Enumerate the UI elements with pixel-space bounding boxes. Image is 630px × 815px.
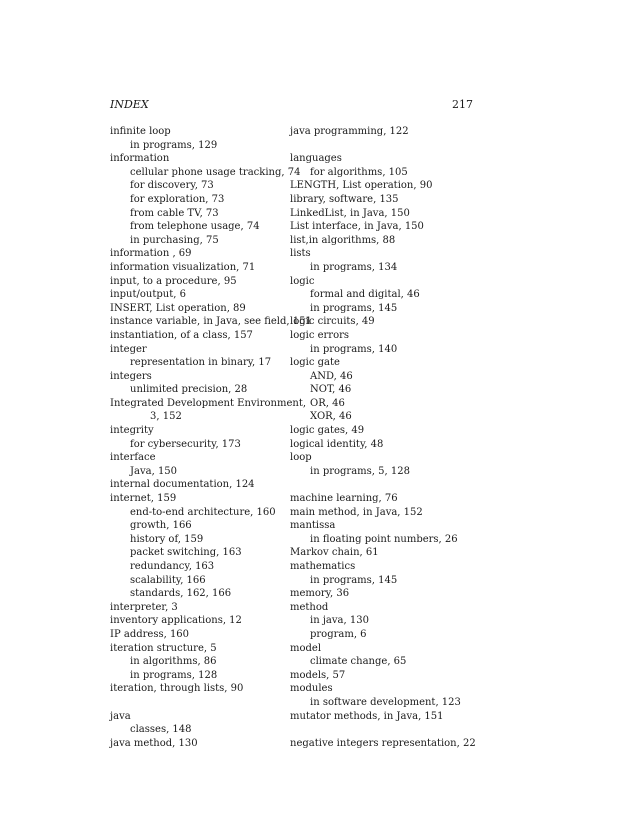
- index-subentry: redundancy, 163: [130, 561, 215, 572]
- index-entry: java: [110, 710, 131, 722]
- entry-gap: [110, 696, 288, 710]
- index-entry: memory, 36: [290, 588, 350, 600]
- index-subentry: in programs, 5, 128: [310, 465, 410, 477]
- index-entry: method: [290, 601, 329, 613]
- index-subentry: growth, 166: [130, 520, 192, 532]
- index-entry: logic circuits, 49: [290, 316, 375, 328]
- index-subentry: in algorithms, 86: [130, 656, 217, 668]
- index-entry: loop: [290, 452, 312, 464]
- index-subentry: representation in binary, 17: [130, 357, 272, 369]
- index-entry: main method, in Java, 152: [290, 506, 423, 518]
- index-subentry: in programs, 140: [310, 343, 398, 355]
- index-subentry: cellular phone usage tracking, 74: [130, 166, 301, 178]
- index-entry: internet, 159: [110, 493, 177, 505]
- index-entry: Integrated Development Environment,: [110, 397, 307, 409]
- index-subentry: in programs, 134: [310, 261, 398, 273]
- index-subentry: in programs, 128: [130, 669, 218, 681]
- index-subentry: XOR, 46: [310, 411, 352, 423]
- index-subentry: end-to-end architecture, 160: [130, 506, 276, 518]
- page-number: 217: [452, 98, 473, 111]
- index-subentry: in purchasing, 75: [130, 234, 219, 246]
- index-entry: integrity: [110, 425, 154, 437]
- entry-gap: [290, 139, 468, 153]
- index-entry: mathematics: [290, 561, 356, 572]
- index-entry: interface: [110, 452, 156, 464]
- index-subentry: program, 6: [310, 628, 367, 640]
- index-entry: input/output, 6: [110, 289, 186, 301]
- index-subentry: for exploration, 73: [130, 193, 225, 205]
- index-entry: IP address, 160: [110, 628, 190, 640]
- index-entry: List interface, in Java, 150: [290, 221, 424, 233]
- index-entry: logical identity, 48: [290, 438, 384, 450]
- entry-gap: [290, 478, 468, 492]
- index-subentry: in programs, 145: [310, 574, 398, 586]
- index-subentry: climate change, 65: [310, 656, 407, 668]
- index-subentry: in software development, 123: [310, 696, 461, 708]
- index-entry: models, 57: [290, 669, 346, 681]
- index-subentry: packet switching, 163: [130, 547, 242, 559]
- index-subentry: for discovery, 73: [130, 180, 214, 192]
- index-subentry: in programs, 129: [130, 139, 218, 151]
- index-entry: negative integers representation, 22: [290, 737, 476, 749]
- index-subentry: history of, 159: [130, 533, 204, 545]
- index-subentry: formal and digital, 46: [310, 289, 420, 301]
- index-entry: infinite loop: [110, 126, 171, 137]
- index-subentry: NOT, 46: [310, 384, 352, 396]
- index-entry: modules: [290, 683, 333, 695]
- index-entry: instance variable, in Java, see field, 151: [110, 316, 312, 328]
- index-subentry: unlimited precision, 28: [130, 384, 248, 396]
- index-column-right: [290, 125, 476, 750]
- index-entry: logic gates, 49: [290, 425, 365, 437]
- index-subentry: Java, 150: [130, 465, 178, 477]
- running-header: [110, 98, 473, 114]
- index-entry: lists: [290, 248, 311, 260]
- index-entry: input, to a procedure, 95: [110, 275, 237, 287]
- index-entry: logic gate: [290, 357, 340, 369]
- index-entry: iteration, through lists, 90: [110, 683, 244, 695]
- index-subentry: from telephone usage, 74: [130, 221, 260, 233]
- index-subentry: AND, 46: [310, 370, 353, 382]
- index-subentry: standards, 162, 166: [130, 588, 232, 600]
- index-entry: mantissa: [290, 520, 336, 532]
- index-entry: Markov chain, 61: [290, 547, 379, 559]
- index-entry: integers: [110, 370, 152, 382]
- index-entry: java programming, 122: [290, 126, 409, 137]
- index-entry: integer: [110, 343, 147, 355]
- index-entry: interpreter, 3: [110, 601, 178, 613]
- index-entry: iteration structure, 5: [110, 642, 217, 654]
- index-entry: LENGTH, List operation, 90: [290, 180, 433, 192]
- index-entry: inventory applications, 12: [110, 615, 242, 627]
- index-subentry: scalability, 166: [130, 574, 206, 586]
- index-entry: model: [290, 642, 322, 654]
- entry-gap: [290, 723, 468, 737]
- index-subentry: OR, 46: [310, 397, 345, 409]
- index-entry: information visualization, 71: [110, 261, 256, 273]
- index-entry: languages: [290, 153, 342, 165]
- index-subentry: for cybersecurity, 173: [130, 438, 241, 450]
- index-entry: library, software, 135: [290, 193, 399, 205]
- index-subentry: in programs, 145: [310, 302, 398, 314]
- index-entry: information: [110, 153, 170, 165]
- index-entry: list,in algorithms, 88: [290, 234, 396, 246]
- index-entry: mutator methods, in Java, 151: [290, 710, 444, 722]
- index-subentry: classes, 148: [130, 724, 192, 736]
- index-subentry: from cable TV, 73: [130, 207, 219, 219]
- index-entry: logic errors: [290, 329, 350, 341]
- index-subentry: in floating point numbers, 26: [310, 533, 458, 545]
- index-entry: internal documentation, 124: [110, 479, 255, 491]
- index-subentry: 3, 152: [150, 411, 182, 423]
- index-entry: information , 69: [110, 248, 192, 260]
- index-entry: LinkedList, in Java, 150: [290, 207, 410, 219]
- index-entry: instantiation, of a class, 157: [110, 329, 253, 341]
- index-entry: INSERT, List operation, 89: [110, 302, 246, 314]
- section-title: INDEX: [110, 98, 149, 111]
- index-entry: java method, 130: [110, 737, 198, 749]
- index-subentry: in java, 130: [310, 615, 369, 627]
- index-subentry: for algorithms, 105: [310, 166, 408, 178]
- index-entry: logic: [290, 275, 315, 287]
- index-entry: machine learning, 76: [290, 493, 398, 505]
